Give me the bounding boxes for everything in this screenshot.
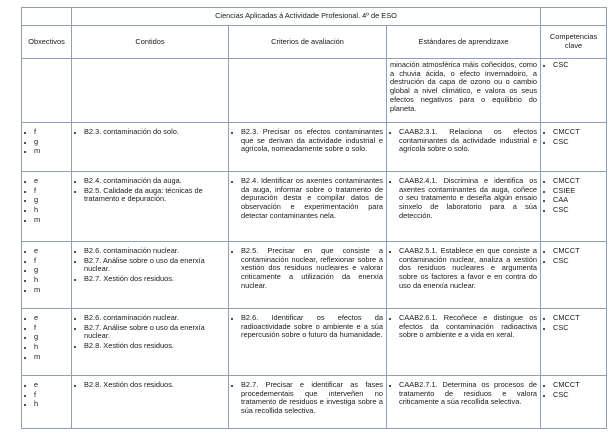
objective-item: • e	[34, 177, 68, 186]
table-row	[22, 59, 607, 123]
empty-corner-cell	[22, 8, 72, 26]
criteria-cell	[229, 172, 387, 242]
criterion-item: • B2.7. Precisar e identificar as fases procedementais que interveñen no tratamento de residuos e investiga sobre a súa recollida selectiva.	[241, 381, 383, 416]
objectives-cell	[22, 309, 72, 376]
table-row	[22, 376, 607, 429]
objectives-cell	[22, 242, 72, 309]
objective-item: • g	[34, 333, 68, 342]
competences-cell	[541, 376, 607, 429]
table-row	[22, 172, 607, 242]
competences-cell	[541, 59, 607, 123]
objective-item: • e	[34, 247, 68, 256]
competence-item: • CSC	[553, 324, 603, 333]
objective-item: • h	[34, 400, 68, 409]
table-row	[22, 242, 607, 309]
standard-item: • CAAB2.6.1. Recoñece e distingue os efectos da contaminación radioactiva sobre o ambiente e a vida en xeral.	[399, 314, 537, 340]
standards-text: minación atmosférica máis coñecidos, como a chuvia ácida, o efecto invernadoiro, a destrución da capa de ozono ou o cambio global a nivel climático, e valora os seus efectos negativos para o equilibrio do planeta.	[390, 60, 538, 113]
competence-item: • CSC	[553, 257, 603, 266]
standard-item: • CAAB2.7.1. Determina os procesos de tratamento de residuos e valora criticamente a súa recollida selectiva.	[399, 381, 537, 407]
objective-item: • h	[34, 343, 68, 352]
contents-cell	[72, 123, 229, 172]
competence-item: • CSC	[553, 138, 603, 147]
objectives-cell	[22, 172, 72, 242]
header-criteria: Criterios de avaliación	[229, 26, 387, 59]
criteria-cell	[229, 242, 387, 309]
objective-item: • g	[34, 266, 68, 275]
contents-cell	[72, 242, 229, 309]
objective-item: • f	[34, 257, 68, 266]
competence-item: • CMCCT	[553, 381, 603, 390]
standard-item: • CAAB2.3.1. Relaciona os efectos contaminantes da actividade industrial e agrícola sobre o solo.	[399, 128, 537, 154]
content-item: • B2.4. contaminación da auga.	[84, 177, 225, 186]
objectives-cell	[22, 123, 72, 172]
empty-corner-cell-right	[541, 8, 607, 26]
standards-cell	[387, 123, 541, 172]
objective-item: • f	[34, 391, 68, 400]
criterion-item: • B2.3. Precisar os efectos contaminantes que se derivan da actividade industrial e agrícola, nomeadamente sobre o solo.	[241, 128, 383, 154]
competence-item: • CAA	[553, 196, 603, 205]
competence-item: • CMCCT	[553, 177, 603, 186]
content-item: • B2.7. Análise sobre o uso da enerxía nuclear.	[84, 324, 225, 341]
objective-item: • g	[34, 138, 68, 147]
header-contents: Contidos	[72, 26, 229, 59]
content-item: • B2.6. contaminación nuclear.	[84, 314, 225, 323]
objective-item: • m	[34, 147, 68, 156]
competence-item: • CMCCT	[553, 314, 603, 323]
objective-item: • g	[34, 196, 68, 205]
competence-item: • CMCCT	[553, 128, 603, 137]
objective-item: • f	[34, 187, 68, 196]
table-row	[22, 123, 607, 172]
objective-item: • f	[34, 324, 68, 333]
competence-item: • CSC	[553, 61, 603, 70]
competence-item: • CSC	[553, 206, 603, 215]
standard-item: • CAAB2.5.1. Establece en que consiste a contaminación nuclear, analiza a xestión dos residuos nucleares e argumenta sobre os factores a favor e en contra do uso da enerxía nuclear.	[399, 247, 537, 291]
competences-cell	[541, 242, 607, 309]
contents-cell	[72, 172, 229, 242]
objective-item: • f	[34, 128, 68, 137]
content-item: • B2.8. Xestión dos residuos.	[84, 381, 225, 390]
header-competences: Competencias clave	[541, 26, 607, 59]
competences-cell	[541, 172, 607, 242]
header-standards: Estándares de aprendizaxe	[387, 26, 541, 59]
objective-item: • h	[34, 206, 68, 215]
standards-cell	[387, 376, 541, 429]
objective-item: • m	[34, 216, 68, 225]
curriculum-table	[21, 7, 607, 429]
criteria-cell	[229, 59, 387, 123]
content-item: • B2.3. contaminación do solo.	[84, 128, 225, 137]
standards-cell	[387, 59, 541, 123]
curriculum-table-container	[21, 7, 606, 429]
criterion-item: • B2.5. Precisar en que consiste a contaminación nuclear, reflexionar sobre a xestión dos residuos nucleares e valorar criticamente a utilización da enerxía nuclear.	[241, 247, 383, 291]
standards-cell	[387, 309, 541, 376]
content-item: • B2.8. Xestión dos residuos.	[84, 342, 225, 351]
criterion-item: • B2.4. Identificar os axentes contaminantes da auga, informar sobre o tratamento de depuración desta e compilar datos de observación e experimentación para detectar contaminantes nela.	[241, 177, 383, 221]
competence-item: • CMCCT	[553, 247, 603, 256]
objective-item: • h	[34, 276, 68, 285]
competence-item: • CSIEE	[553, 187, 603, 196]
contents-cell	[72, 376, 229, 429]
content-item: • B2.7. Xestión dos residuos.	[84, 275, 225, 284]
content-item: • B2.7. Análise sobre o uso da enerxía nuclear.	[84, 257, 225, 274]
table-row	[22, 309, 607, 376]
criteria-cell	[229, 123, 387, 172]
standards-cell	[387, 172, 541, 242]
criteria-cell	[229, 376, 387, 429]
competences-cell	[541, 309, 607, 376]
content-item: • B2.5. Calidade da auga: técnicas de tratamento e depuración.	[84, 187, 225, 204]
objective-item: • e	[34, 314, 68, 323]
standard-item: • CAAB2.4.1. Discrimina e identifica os axentes contaminantes da auga, coñece o seu tratamento e deseña algún ensaio sinxelo de laboratorio para a súa detección.	[399, 177, 537, 221]
objectives-cell	[22, 376, 72, 429]
objective-item: • m	[34, 353, 68, 362]
table-title: Ciencias Aplicadas á Actividade Profesional. 4º de ESO	[72, 8, 541, 26]
contents-cell	[72, 59, 229, 123]
criteria-cell	[229, 309, 387, 376]
header-objectives: Obxectivos	[22, 26, 72, 59]
competence-item: • CSC	[553, 391, 603, 400]
competences-cell	[541, 123, 607, 172]
contents-cell	[72, 309, 229, 376]
objectives-cell	[22, 59, 72, 123]
content-item: • B2.6. contaminación nuclear.	[84, 247, 225, 256]
criterion-item: • B2.6. Identificar os efectos da radioactividade sobre o ambiente e a súa repercusión sobre o futuro da humanidade.	[241, 314, 383, 340]
objective-item: • m	[34, 286, 68, 295]
objective-item: • e	[34, 381, 68, 390]
standards-cell	[387, 242, 541, 309]
